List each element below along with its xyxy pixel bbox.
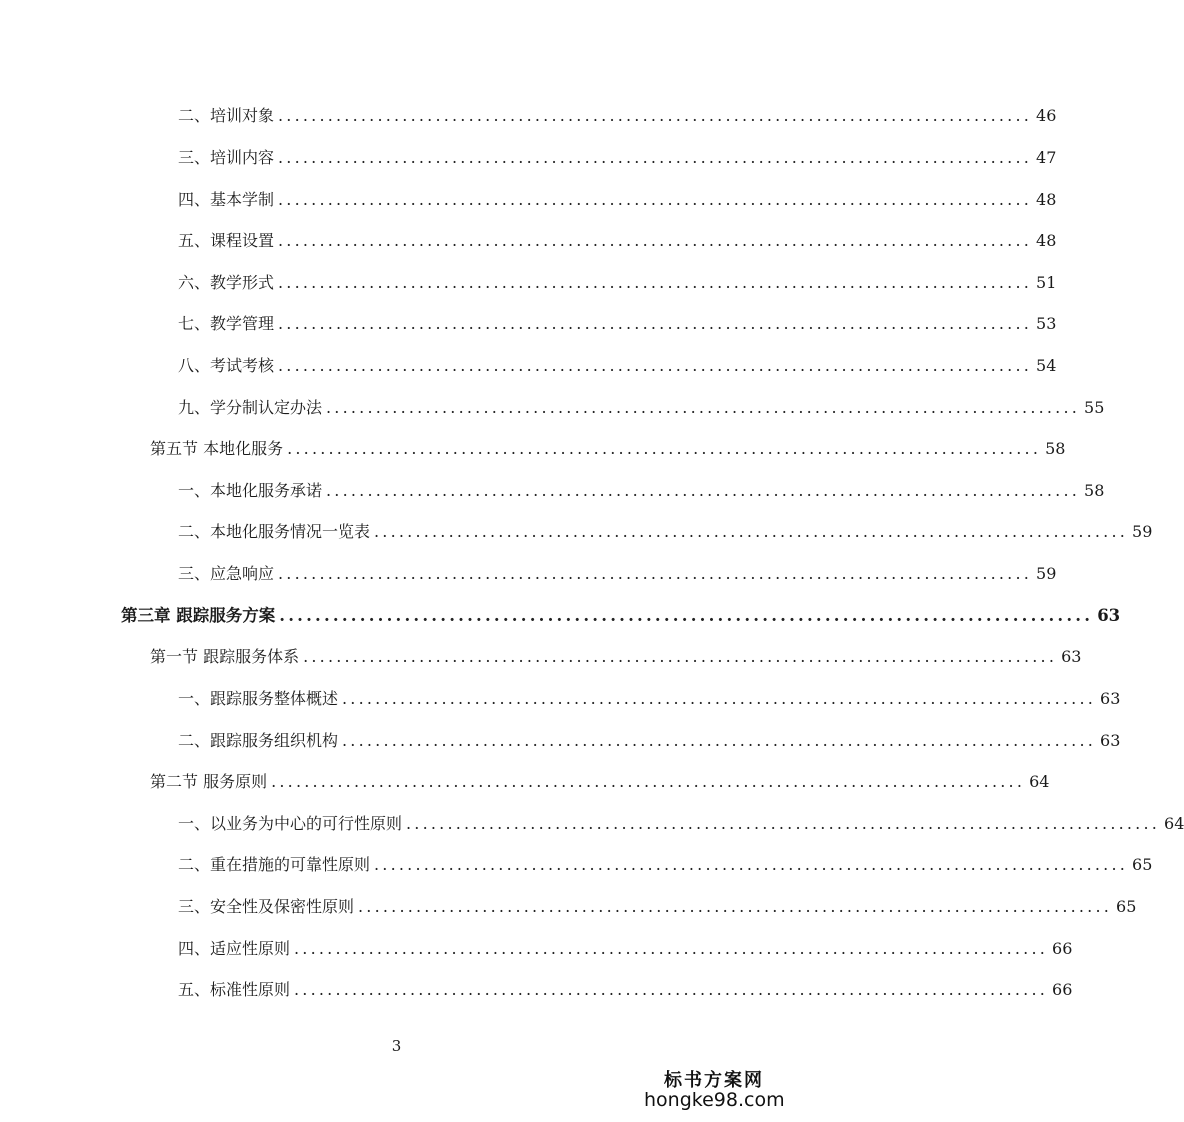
toc-entry-title: 二、本地化服务情况一览表	[178, 522, 371, 541]
toc-entry-title: 第一节 跟踪服务体系	[150, 647, 300, 666]
toc-entry-section[interactable]	[150, 645, 1082, 669]
toc-page-number: 58	[1045, 439, 1066, 458]
toc-entry-title: 三、应急响应	[178, 564, 275, 583]
toc-page-number: 63	[1097, 606, 1121, 625]
toc-page-number: 46	[1036, 106, 1057, 125]
toc-dot-leader: ...........................................................................................	[278, 106, 1033, 125]
toc-dot-leader: ...........................................................................................	[358, 897, 1113, 916]
toc-entry[interactable]	[178, 104, 1057, 128]
toc-dot-leader: ...........................................................................................	[326, 398, 1081, 417]
toc-page-number: 54	[1036, 356, 1057, 375]
toc-entry[interactable]	[178, 188, 1057, 212]
toc-entry-chapter[interactable]	[121, 604, 1121, 628]
toc-entry-title: 三、安全性及保密性原则	[178, 897, 355, 916]
watermark-title: 标书方案网	[664, 1070, 764, 1091]
toc-dot-leader: ...........................................................................................	[278, 564, 1033, 583]
toc-dot-leader: ...........................................................................................	[374, 522, 1129, 541]
toc-entry[interactable]	[178, 687, 1121, 711]
toc-entry-title: 第五节 本地化服务	[150, 439, 284, 458]
toc-dot-leader: ...........................................................................................	[294, 980, 1049, 999]
toc-dot-leader: ...........................................................................................	[278, 190, 1033, 209]
toc-dot-leader: ...........................................................................................	[342, 689, 1097, 708]
toc-entry[interactable]	[178, 520, 1153, 544]
toc-dot-leader: ...........................................................................................	[326, 481, 1081, 500]
toc-entry-title: 五、标准性原则	[178, 980, 291, 999]
toc-dot-leader: ...........................................................................................	[287, 439, 1042, 458]
toc-page-number: 58	[1084, 481, 1105, 500]
toc-dot-leader: ...........................................................................................	[271, 772, 1026, 791]
toc-dot-leader: ...........................................................................................	[278, 273, 1033, 292]
toc-entry[interactable]	[178, 812, 1184, 836]
toc-page-number: 55	[1084, 398, 1105, 417]
toc-entry[interactable]	[178, 978, 1073, 1002]
toc-entry-title: 五、课程设置	[178, 231, 275, 250]
toc-entry-title: 一、跟踪服务整体概述	[178, 689, 339, 708]
toc-entry-title: 九、学分制认定办法	[178, 398, 323, 417]
toc-entry-title: 二、培训对象	[178, 106, 275, 125]
toc-entry-title: 八、考试考核	[178, 356, 275, 375]
toc-entry[interactable]	[178, 146, 1057, 170]
toc-entry[interactable]	[178, 479, 1105, 503]
toc-page-number: 48	[1036, 231, 1057, 250]
toc-entry[interactable]	[178, 229, 1057, 253]
page-number: 3	[391, 1037, 402, 1055]
toc-dot-leader: ...........................................................................................	[278, 231, 1033, 250]
toc-entry[interactable]	[178, 312, 1057, 336]
toc-page-number: 59	[1036, 564, 1057, 583]
toc-dot-leader: ...........................................................................................	[406, 814, 1161, 833]
toc-dot-leader: ...........................................................................................	[278, 356, 1033, 375]
toc-page-number: 64	[1164, 814, 1184, 833]
toc-entry-title: 二、重在措施的可靠性原则	[178, 855, 371, 874]
toc-entry-section[interactable]	[150, 437, 1066, 461]
toc-entry-title: 二、跟踪服务组织机构	[178, 731, 339, 750]
toc-dot-leader: ...........................................................................................	[374, 855, 1129, 874]
toc-page-number: 64	[1029, 772, 1050, 791]
toc-page-number: 53	[1036, 314, 1057, 333]
toc-entry-title: 第三章 跟踪服务方案	[121, 606, 276, 625]
toc-entry[interactable]	[178, 562, 1057, 586]
toc-page-number: 65	[1116, 897, 1137, 916]
toc-entry-section[interactable]	[150, 770, 1050, 794]
toc-dot-leader: ...........................................................................................	[342, 731, 1097, 750]
toc-entry-title: 四、适应性原则	[178, 939, 291, 958]
toc-entry[interactable]	[178, 895, 1137, 919]
toc-entry[interactable]	[178, 937, 1073, 961]
toc-entry[interactable]	[178, 729, 1121, 753]
toc-page-number: 65	[1132, 855, 1153, 874]
toc-page-number: 47	[1036, 148, 1057, 167]
toc-entry[interactable]	[178, 396, 1105, 420]
toc-dot-leader: ...........................................................................................	[303, 647, 1058, 666]
toc-entry[interactable]	[178, 853, 1153, 877]
toc-entry-title: 四、基本学制	[178, 190, 275, 209]
toc-dot-leader: ...........................................................................................	[294, 939, 1049, 958]
toc-entry-title: 七、教学管理	[178, 314, 275, 333]
toc-dot-leader: ...........................................................................................	[278, 314, 1033, 333]
toc-page-number: 63	[1100, 731, 1121, 750]
toc-dot-leader: ...........................................................................................	[278, 148, 1033, 167]
toc-page-number: 51	[1036, 273, 1057, 292]
toc-page-number: 66	[1052, 980, 1073, 999]
toc-entry-title: 第二节 服务原则	[150, 772, 268, 791]
toc-page-number: 63	[1100, 689, 1121, 708]
toc-dot-leader: ...........................................................................................	[279, 606, 1094, 625]
watermark-logo	[642, 1063, 790, 1115]
toc-entry-title: 三、培训内容	[178, 148, 275, 167]
watermark-url: hongke98.com	[644, 1089, 785, 1111]
toc-entry[interactable]	[178, 354, 1057, 378]
toc-entry[interactable]	[178, 271, 1057, 295]
toc-page-number: 66	[1052, 939, 1073, 958]
toc-page-number: 48	[1036, 190, 1057, 209]
toc-entry-title: 一、本地化服务承诺	[178, 481, 323, 500]
toc-page-number: 63	[1061, 647, 1082, 666]
toc-entry-title: 六、教学形式	[178, 273, 275, 292]
toc-page-number: 59	[1132, 522, 1153, 541]
toc-entry-title: 一、以业务为中心的可行性原则	[178, 814, 403, 833]
